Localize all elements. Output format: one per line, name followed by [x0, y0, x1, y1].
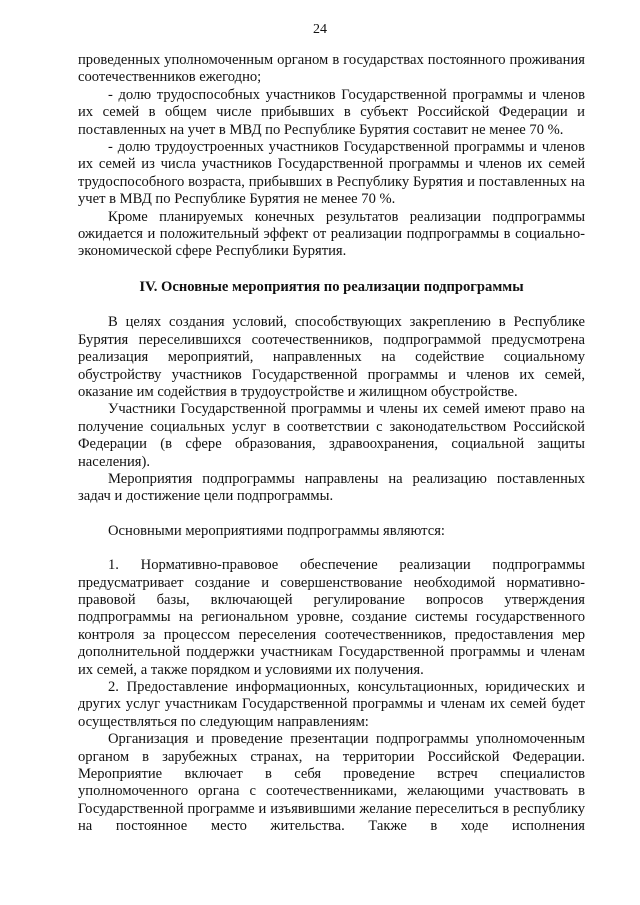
numbered-item: 1. Нормативно-правовое обеспечение реализации подпрограммы предусматривает создание и совершенствование необходимой нормативно-правовой базы, включающей регулирование вопросов утверждения подпрограммы на региональном уровне, создание системы государственного контроля за процессом переселения соотечественников, предоставления мер дополнительной поддержки участникам Государственной программы и членам их семей, а также порядком и условиями их получения. [78, 557, 585, 678]
spacer [78, 540, 585, 557]
paragraph: проведенных уполномоченным органом в государствах постоянного проживания соотечественников ежегодно; [78, 52, 585, 86]
paragraph: Кроме планируемых конечных результатов реализации подпрограммы ожидается и положительный эффект от реализации подпрограммы в социально-экономической сфере Республики Бурятия. [78, 208, 585, 260]
page-number: 24 [313, 22, 327, 37]
list-item: - долю трудоустроенных участников Государственной программы и членов их семей из числа участников Государственной программы и членов их семей трудоспособного возраста, прибывших в Республику Бурятия и поставленных на учет в МВД по Республике Бурятия не менее 70 %. [78, 139, 585, 208]
main-measures-intro: Основными мероприятиями подпрограммы являются: [108, 522, 445, 539]
section-heading: IV. Основные мероприятия по реализации подпрограммы [139, 278, 524, 295]
paragraph: Организация и проведение презентации подпрограммы уполномоченным органом в зарубежных странах, на территории Российской Федерации. Мероприятие включает в себя проведение встреч специалистов уполномоченного органа с соотечественниками, желающими участвовать в Государственной программе и изъявившими желание переселиться в республику на постоянное место жительства. Также в ходе исполнения [78, 731, 585, 835]
paragraph: Мероприятия подпрограммы направлены на реализацию поставленных задач и достижение цели подпрограммы. [78, 470, 585, 505]
document-body [78, 52, 585, 836]
numbered-item: 2. Предоставление информационных, консультационных, юридических и других услуг участникам Государственной программы и членам их семей будет осуществляться по следующим направлениям: [78, 679, 585, 730]
list-item: - долю трудоспособных участников Государственной программы и членов их семей в общем числе прибывших в субъект Российской Федерации и поставленных на учет в МВД по Республике Бурятия составит не менее 70 %. [78, 86, 585, 138]
paragraph: Участники Государственной программы и члены их семей имеют право на получение социальных услуг в соответствии с законодательством Российской Федерации (в сфере образования, здравоохранения, социальной защиты населения). [78, 401, 585, 470]
spacer [78, 506, 585, 523]
paragraph: В целях создания условий, способствующих закреплению в Республике Бурятия переселившихся соотечественников, подпрограммой предусмотрена реализация мероприятий, направленных на содействие социальному обустройству участников Государственной программы и членов их семей, оказание им содействия в трудоустройстве и жилищном обустройстве. [78, 314, 585, 400]
